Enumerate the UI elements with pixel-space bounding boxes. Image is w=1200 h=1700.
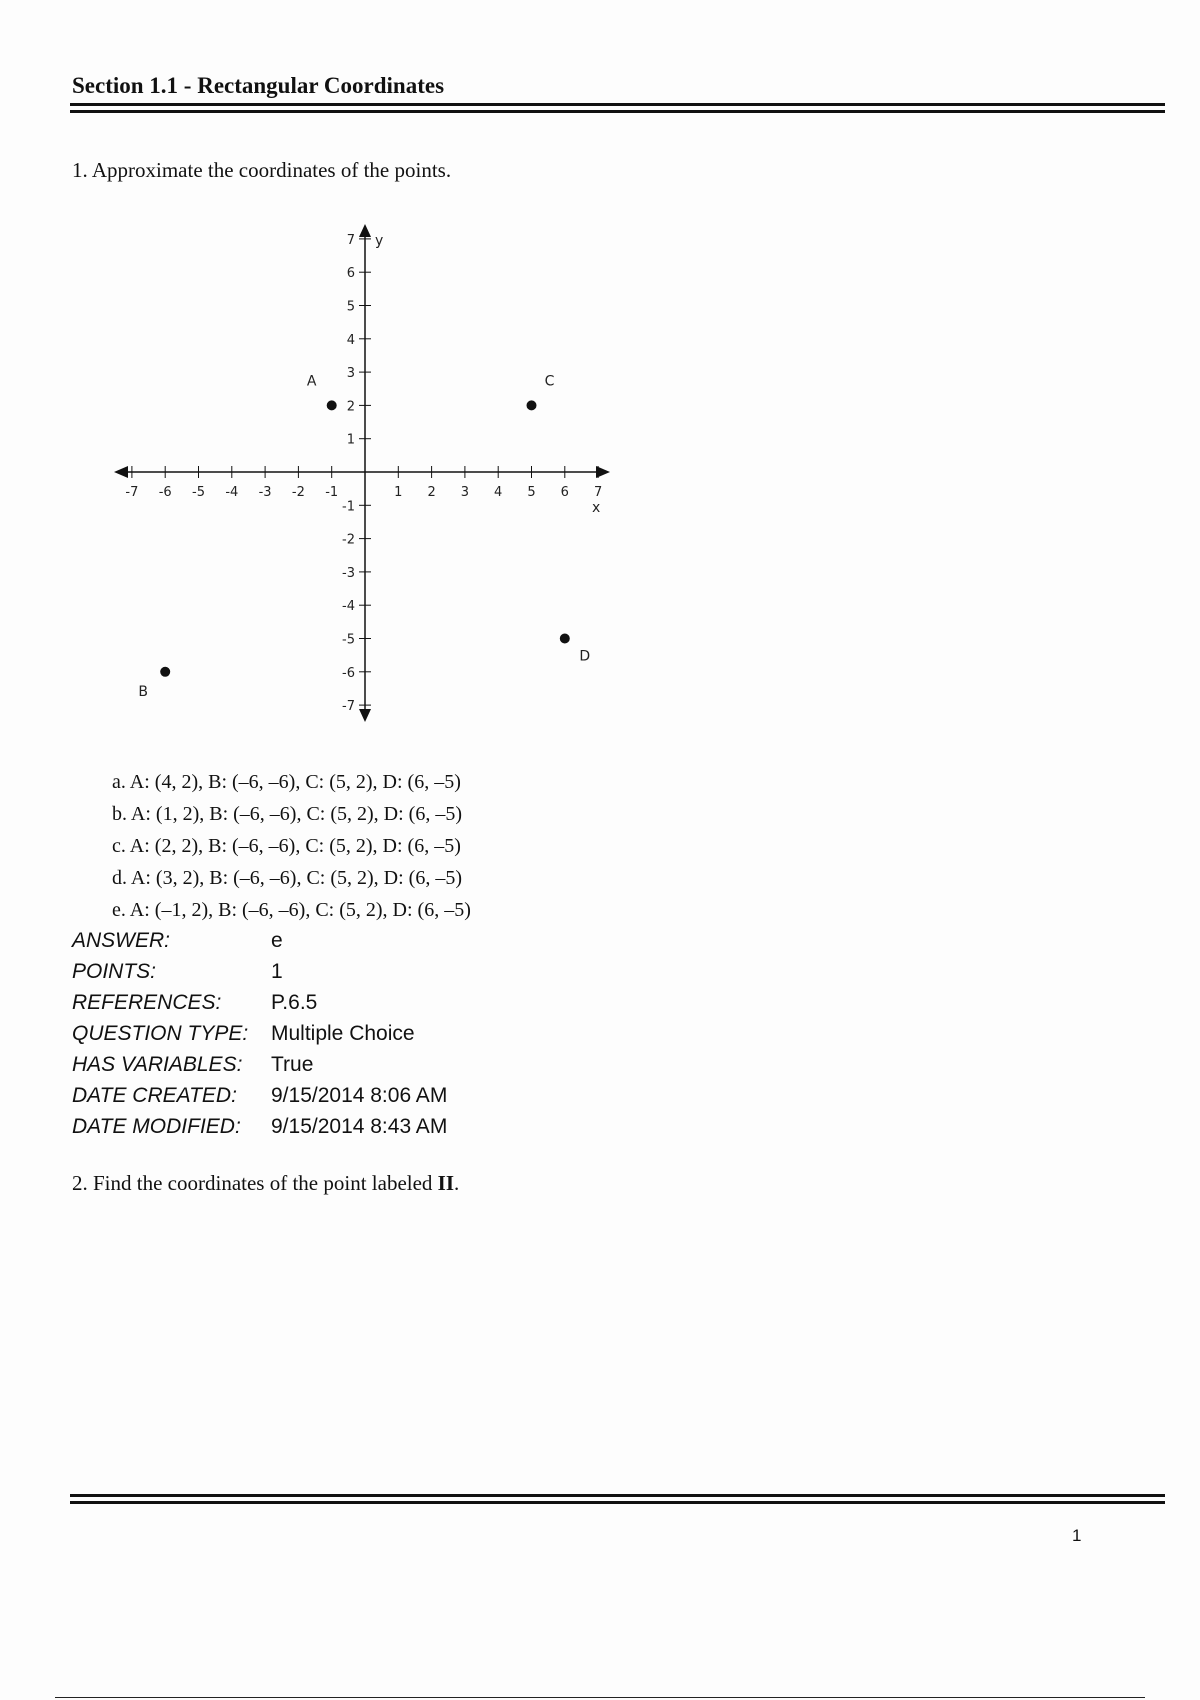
meta-key: DATE MODIFIED: <box>72 1115 241 1138</box>
graph-ticks <box>125 233 602 714</box>
choice-text: A: (3, 2), B: (–6, –6), C: (5, 2), D: (6, –5) <box>130 867 462 889</box>
point-a-dot <box>327 400 337 410</box>
point-c-dot <box>527 400 537 410</box>
choice-a <box>112 766 471 798</box>
coordinate-graph <box>110 222 630 734</box>
meta-value: Multiple Choice <box>271 1022 415 1045</box>
x-axis-label: x <box>592 500 601 516</box>
meta-value: 9/15/2014 8:06 AM <box>271 1084 448 1107</box>
choice-letter: e. <box>112 899 126 921</box>
y-tick-label: -6 <box>342 665 355 681</box>
meta-row <box>72 925 447 956</box>
meta-value: 1 <box>271 960 283 983</box>
x-tick-label: 7 <box>593 485 603 500</box>
meta-key: HAS VARIABLES: <box>72 1053 243 1076</box>
y-tick-label: 7 <box>346 232 355 248</box>
meta-key: QUESTION TYPE: <box>72 1022 249 1045</box>
x-axis-left-arrow <box>114 466 128 478</box>
meta-row <box>72 987 447 1018</box>
x-tick-label: -1 <box>325 485 339 500</box>
x-tick-label: 3 <box>460 485 470 500</box>
choice-text: A: (4, 2), B: (–6, –6), C: (5, 2), D: (6, –5) <box>129 771 461 793</box>
choice-c <box>112 830 471 862</box>
x-tick-label: -2 <box>291 485 305 500</box>
choice-letter: b. <box>112 803 127 825</box>
question-2-prompt-text: 2. Find the coordinates of the point labeled <box>72 1171 438 1195</box>
page-number: 1 <box>1072 1526 1082 1545</box>
choice-d <box>112 862 471 894</box>
meta-row <box>72 1049 447 1080</box>
y-axis-label: y <box>375 233 384 249</box>
meta-row <box>72 1111 447 1142</box>
x-tick-label: 4 <box>494 485 503 500</box>
meta-row <box>72 1018 447 1049</box>
y-tick-label: -3 <box>342 565 355 581</box>
meta-value: P.6.5 <box>271 991 318 1014</box>
question-2-prompt-end: . <box>454 1171 460 1195</box>
meta-value: True <box>271 1053 314 1076</box>
y-tick-label: 5 <box>346 299 355 315</box>
graph-axes <box>114 224 610 722</box>
x-tick-label: -4 <box>225 485 239 500</box>
choice-text: A: (–1, 2), B: (–6, –6), C: (5, 2), D: (6, –5) <box>129 899 471 921</box>
x-tick-label: -3 <box>258 485 272 500</box>
choice-letter: a. <box>112 771 126 793</box>
y-tick-label: -2 <box>342 532 355 548</box>
point-a-label: A <box>306 373 317 390</box>
choice-e <box>112 894 471 926</box>
header-double-rule <box>70 103 1165 113</box>
choice-letter: d. <box>112 867 127 889</box>
x-tick-label: 5 <box>527 485 536 500</box>
point-b-dot <box>160 667 170 677</box>
choice-b <box>112 798 471 830</box>
page-bottom-line <box>55 1697 1145 1698</box>
point-b-label: B <box>138 683 149 700</box>
meta-row <box>72 1080 447 1111</box>
meta-key: POINTS: <box>72 960 157 983</box>
choice-text: A: (1, 2), B: (–6, –6), C: (5, 2), D: (6, –5) <box>130 803 462 825</box>
meta-key: REFERENCES: <box>72 991 222 1014</box>
y-tick-label: 6 <box>346 266 355 282</box>
x-tick-label: -6 <box>158 485 172 500</box>
x-tick-label: -5 <box>192 485 205 500</box>
x-tick-label: 6 <box>560 485 569 500</box>
y-axis-down-arrow <box>359 709 371 722</box>
meta-key: DATE CREATED: <box>72 1084 237 1107</box>
y-tick-label: 1 <box>346 432 355 448</box>
question-metadata <box>72 925 447 1142</box>
y-tick-label: -4 <box>342 599 355 615</box>
x-tick-label: -7 <box>125 485 139 500</box>
y-tick-label: -5 <box>342 632 355 648</box>
point-c-label: C <box>544 373 555 390</box>
question-1-prompt: 1. Approximate the coordinates of the points. <box>72 158 452 182</box>
point-d-label: D <box>579 648 591 665</box>
answer-choices <box>112 766 471 926</box>
choice-letter: c. <box>112 835 126 857</box>
y-tick-label: 4 <box>346 332 355 348</box>
footer-double-rule <box>70 1494 1165 1504</box>
y-tick-label: 3 <box>346 366 355 382</box>
point-d-dot <box>560 634 570 644</box>
meta-row <box>72 956 447 987</box>
y-axis-up-arrow <box>359 224 371 237</box>
y-tick-label: 2 <box>346 399 355 415</box>
meta-value: e <box>271 929 283 952</box>
section-title: Section 1.1 - Rectangular Coordinates <box>72 73 445 98</box>
meta-key: ANSWER: <box>72 929 171 952</box>
x-tick-label: 2 <box>427 485 436 500</box>
x-tick-label: 1 <box>394 485 403 500</box>
y-tick-label: -7 <box>342 699 355 715</box>
question-2-point-label: II <box>437 1171 455 1195</box>
choice-text: A: (2, 2), B: (–6, –6), C: (5, 2), D: (6, –5) <box>129 835 461 857</box>
question-2-prompt <box>72 1171 459 1196</box>
y-tick-label: -1 <box>342 499 355 515</box>
meta-value: 9/15/2014 8:43 AM <box>271 1115 448 1138</box>
